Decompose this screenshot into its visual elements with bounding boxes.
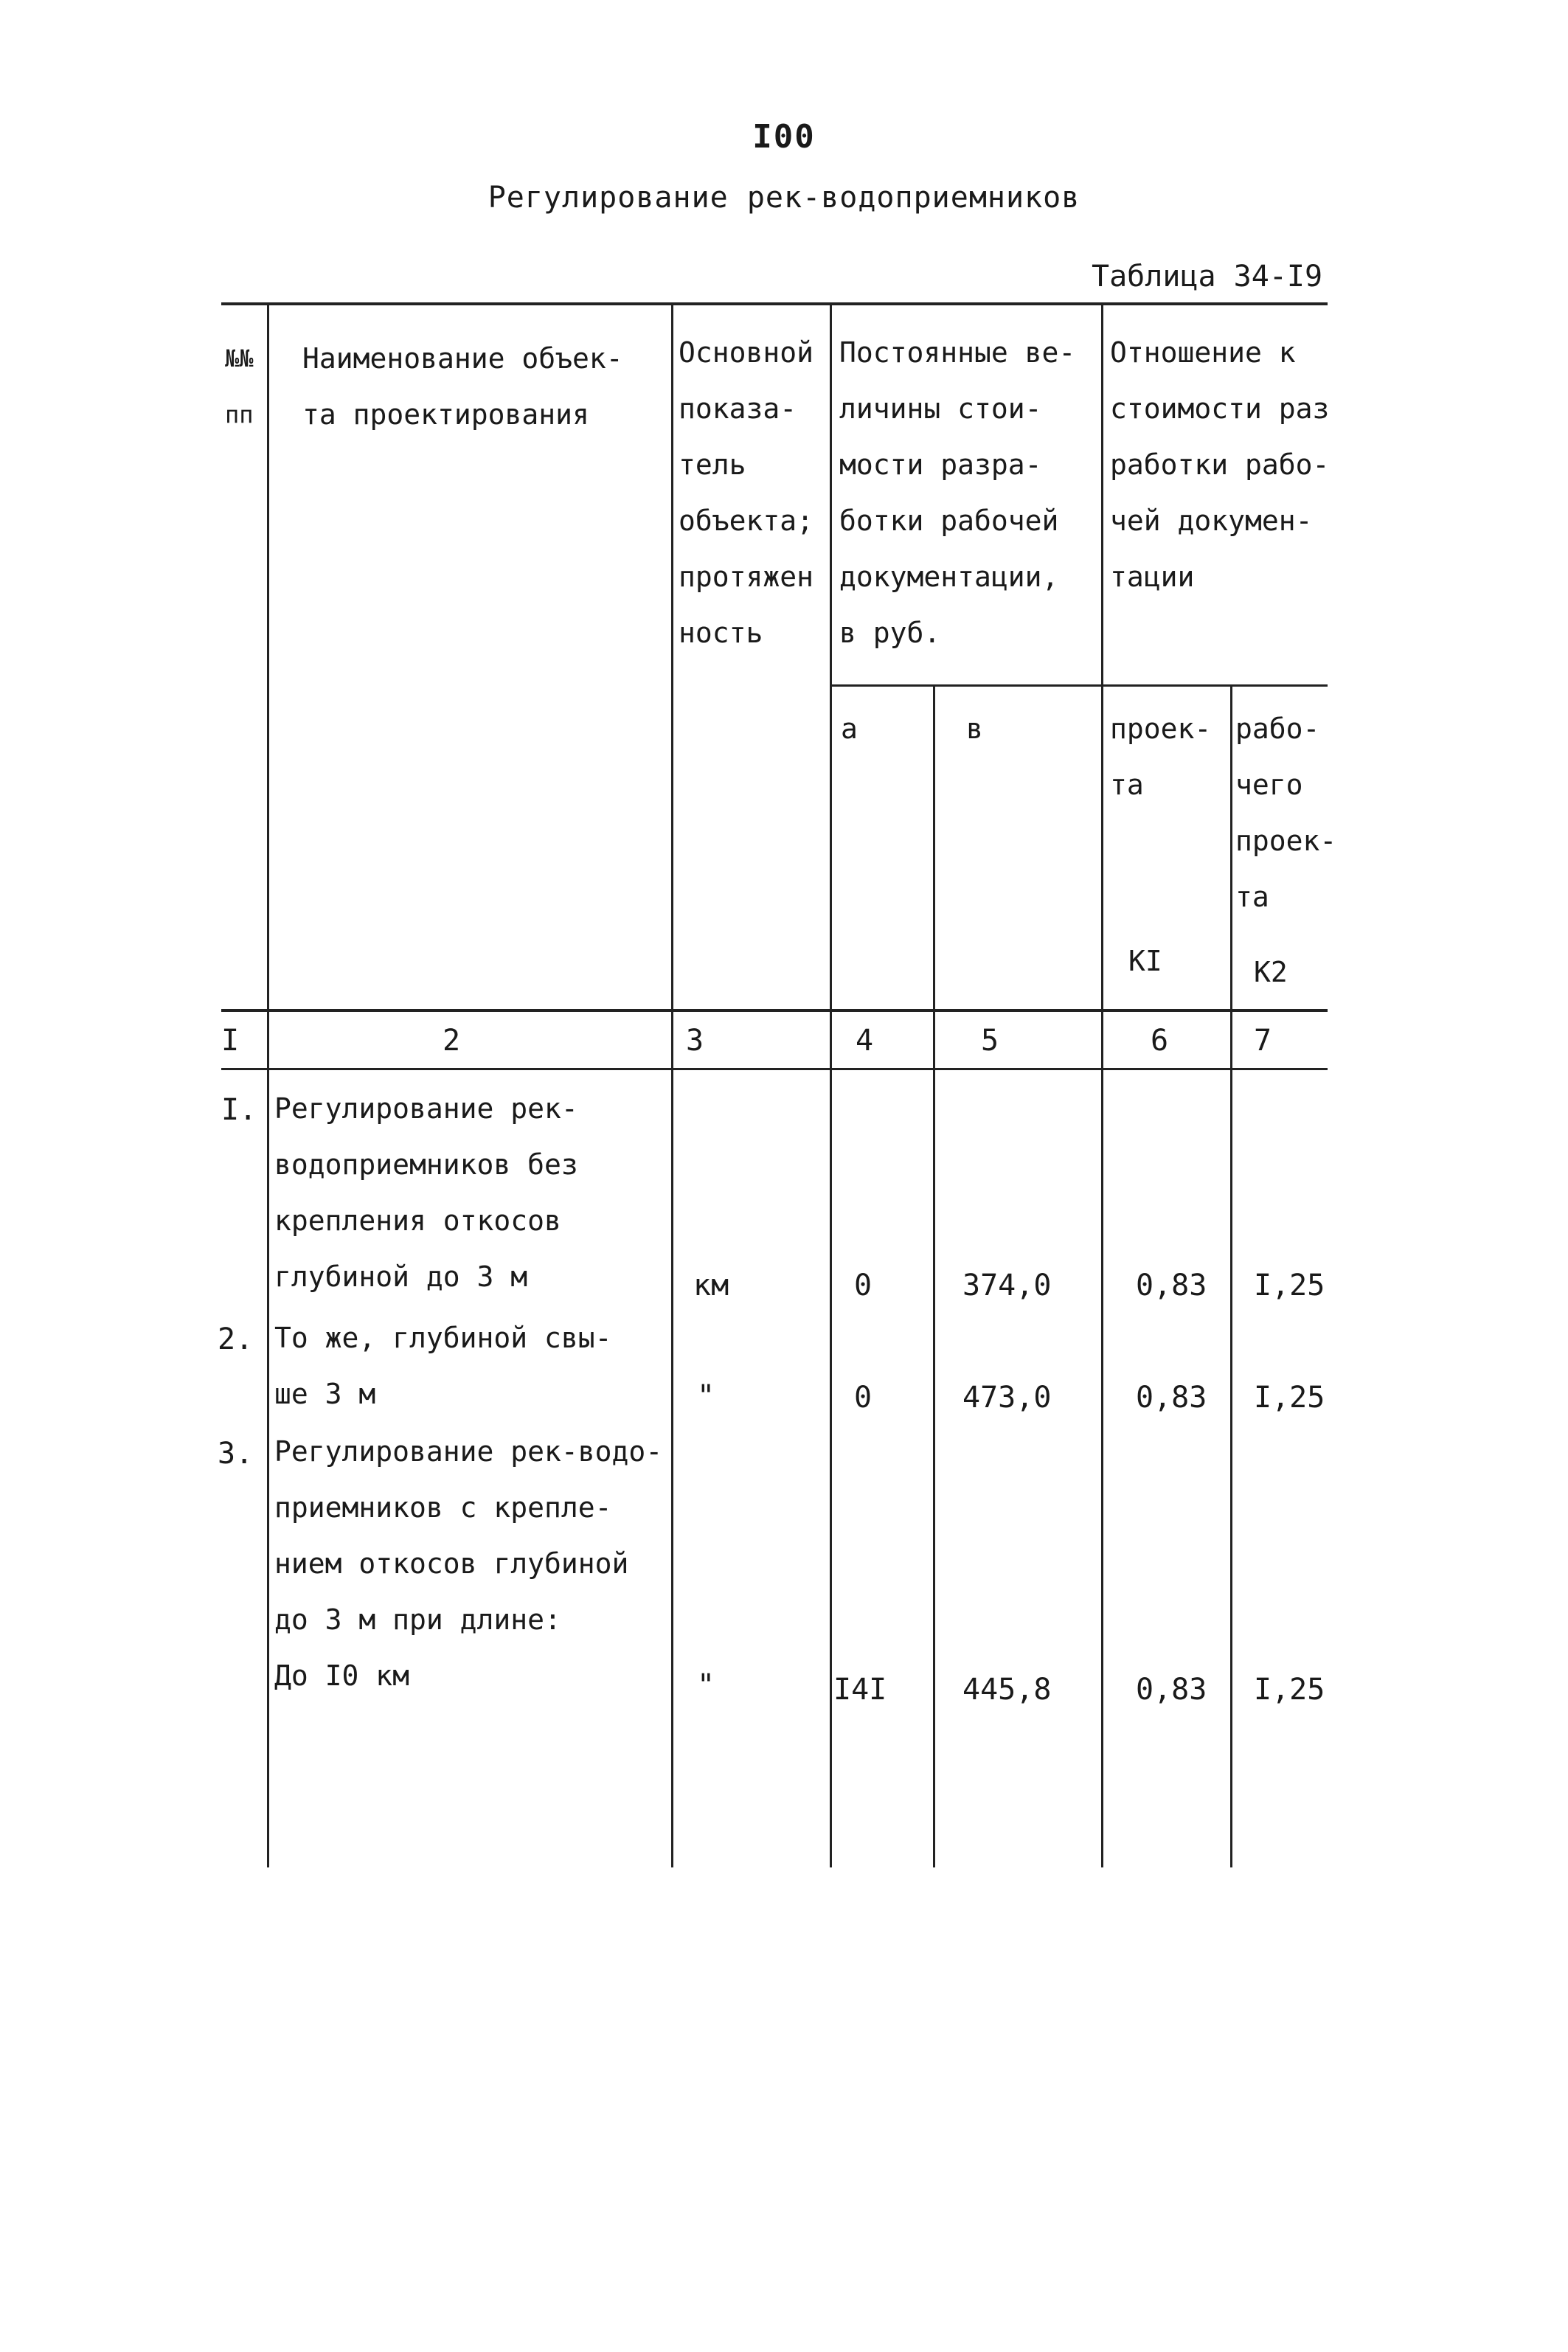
subheader-k2: К2 — [1254, 956, 1288, 988]
colnum-3: 3 — [686, 1024, 704, 1058]
row-3-unit: " — [697, 1668, 715, 1702]
colnum-2: 2 — [443, 1024, 461, 1058]
row-1-unit: км — [693, 1269, 729, 1302]
row-2-b: 473,0 — [962, 1381, 1052, 1415]
header-constant-values: Постоянные ве- личины стои- мости разра- ботки рабочей документации, в руб. — [839, 336, 1076, 649]
colnum-bottom-rule — [221, 1068, 1328, 1070]
row-1-number: I. — [221, 1093, 257, 1127]
vline-col4 — [933, 684, 935, 1867]
row-1-k1: 0,83 — [1136, 1269, 1207, 1302]
subheader-project: проек- та — [1110, 712, 1212, 801]
header-bottom-rule — [221, 1009, 1328, 1012]
colnum-7: 7 — [1254, 1024, 1272, 1058]
row-1-b: 374,0 — [962, 1269, 1052, 1302]
table-caption: Таблица 34-I9 — [1092, 260, 1323, 294]
subheader-b: в — [966, 712, 983, 745]
row-3-b: 445,8 — [962, 1673, 1052, 1707]
row-2-k2: I,25 — [1254, 1381, 1325, 1415]
subheader-working-project: рабо- чего проек- та — [1235, 712, 1337, 913]
row-3-a: I4I — [833, 1673, 887, 1707]
row-3-k2: I,25 — [1254, 1673, 1325, 1707]
row-3-number: 3. — [218, 1437, 254, 1471]
header-number: №№ пп — [225, 344, 254, 429]
row-3-name: Регулирование рек-водо- приемников с крепле- нием откосов глубиной до 3 м при длине: До I0 км — [274, 1435, 663, 1692]
subheader-k1: КI — [1128, 945, 1162, 977]
document-title: Регулирование рек-водоприемников — [488, 181, 1080, 215]
header-ratio: Отношение к стоимости раз работки рабо- чей докумен- тации — [1110, 336, 1330, 593]
row-2-name: То же, глубиной свы- ше 3 м — [274, 1322, 612, 1410]
subheader-rule — [830, 684, 1328, 687]
subheader-a: а — [841, 712, 858, 745]
colnum-6: 6 — [1151, 1024, 1169, 1058]
row-1-k2: I,25 — [1254, 1269, 1325, 1302]
row-3-k1: 0,83 — [1136, 1673, 1207, 1707]
row-1-name: Регулирование рек- водоприемников без крепления откосов глубиной до 3 м — [274, 1092, 578, 1293]
vline-col5 — [1101, 302, 1103, 1867]
colnum-1: I — [221, 1024, 240, 1058]
vline-col1 — [267, 302, 269, 1867]
colnum-4: 4 — [856, 1024, 874, 1058]
header-object-name: Наименование объек- та проектирования — [302, 342, 623, 431]
header-main-indicator: Основной показа- тель объекта; протяжен ность — [679, 336, 814, 649]
vline-col2 — [671, 302, 673, 1867]
row-2-a: 0 — [854, 1381, 873, 1415]
row-2-number: 2. — [218, 1322, 254, 1356]
vline-col3 — [830, 302, 832, 1867]
colnum-5: 5 — [981, 1024, 999, 1058]
row-2-k1: 0,83 — [1136, 1381, 1207, 1415]
vline-col6 — [1230, 684, 1232, 1867]
row-2-unit: " — [697, 1379, 715, 1413]
row-1-a: 0 — [854, 1269, 873, 1302]
table-top-rule — [221, 302, 1328, 305]
page-number: I00 — [752, 118, 816, 156]
